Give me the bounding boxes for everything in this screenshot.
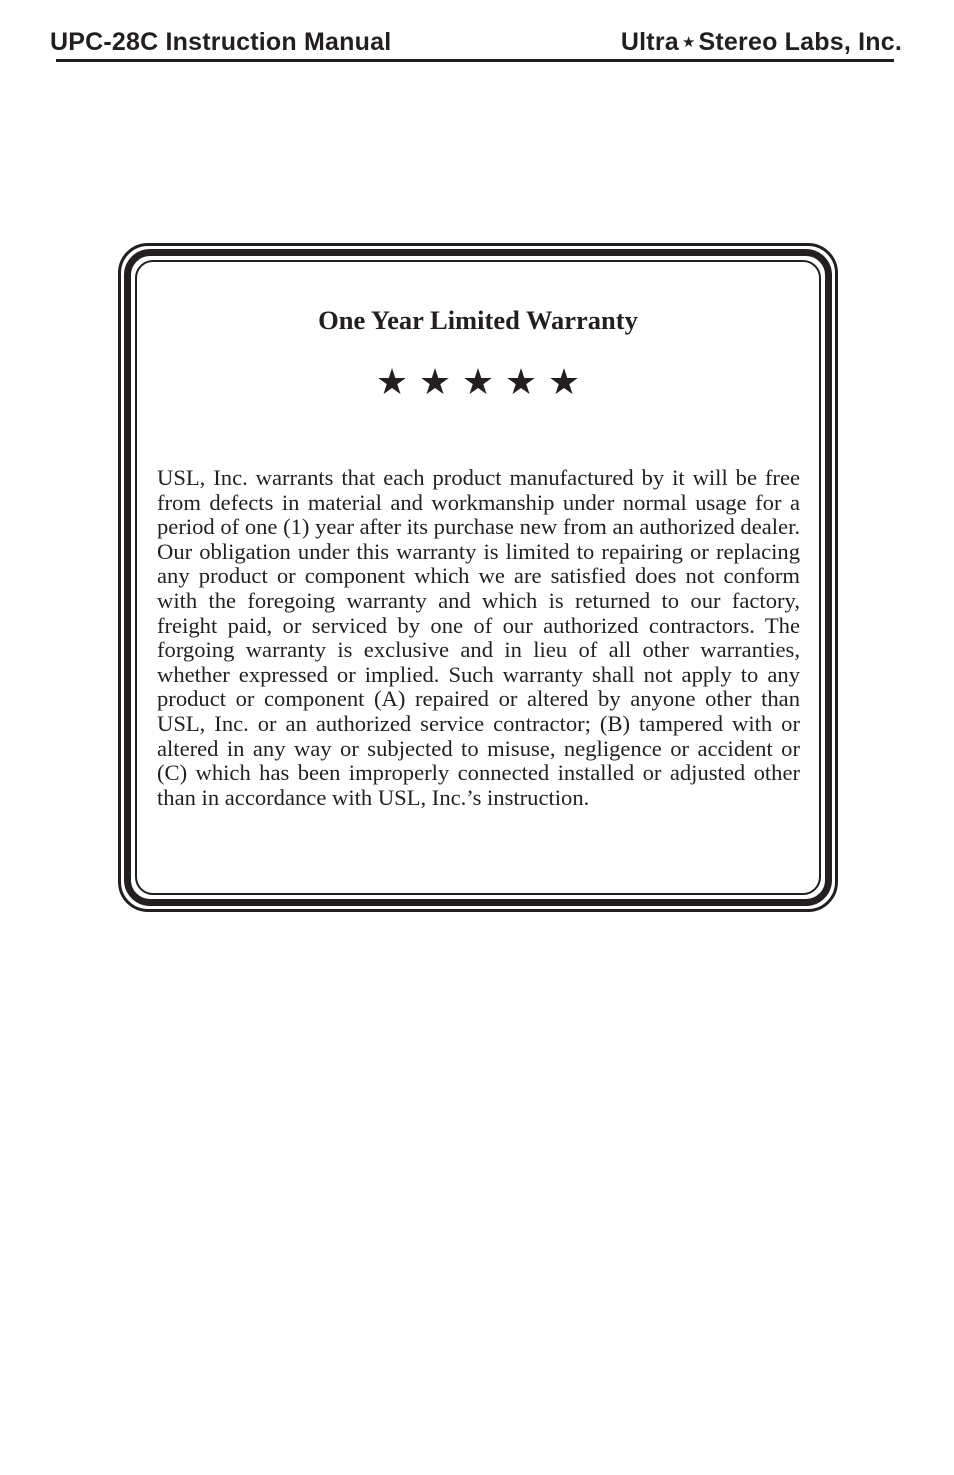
warranty-box [118,243,838,912]
company-name-part2: Stereo Labs, Inc. [698,28,902,56]
header-rule [56,59,894,62]
company-name [621,28,902,57]
star-icon: ★ [461,362,495,403]
star-icon: ★ [547,362,581,403]
star-icon: ★ [504,362,538,403]
manual-title: UPC-28C Instruction Manual [50,28,392,56]
company-star-icon: ★ [681,34,696,51]
warranty-text: USL, Inc. warrants that each product manufactured by it will be free from defects in material and workmanship under normal usage for a period of one (1) year after its purchase new from an authorized dealer. Our obligation under this warranty is limited to repairing or replacing any product or component which we are satisfied does not conform with the foregoing warranty and which is returned to our factory, freight paid, or serviced by one of our authorized contractors. The forgoing warranty is exclusive and in lieu of all other warranties, whether expressed or implied. Such warranty shall not apply to any product or component (A) repaired or altered by anyone other than USL, Inc. or an authorized service contractor; (B) tampered with or altered in any way or subjected to misuse, negligence or accident or (C) which has been improperly connected installed or adjusted other than in accordance with USL, Inc.’s instruction. [157,465,801,810]
star-icon: ★ [375,362,409,403]
company-name-part1: Ultra [620,28,679,56]
star-rating [121,359,835,407]
page-header [50,26,902,62]
star-icon: ★ [418,362,452,403]
warranty-title: One Year Limited Warranty [318,305,638,335]
